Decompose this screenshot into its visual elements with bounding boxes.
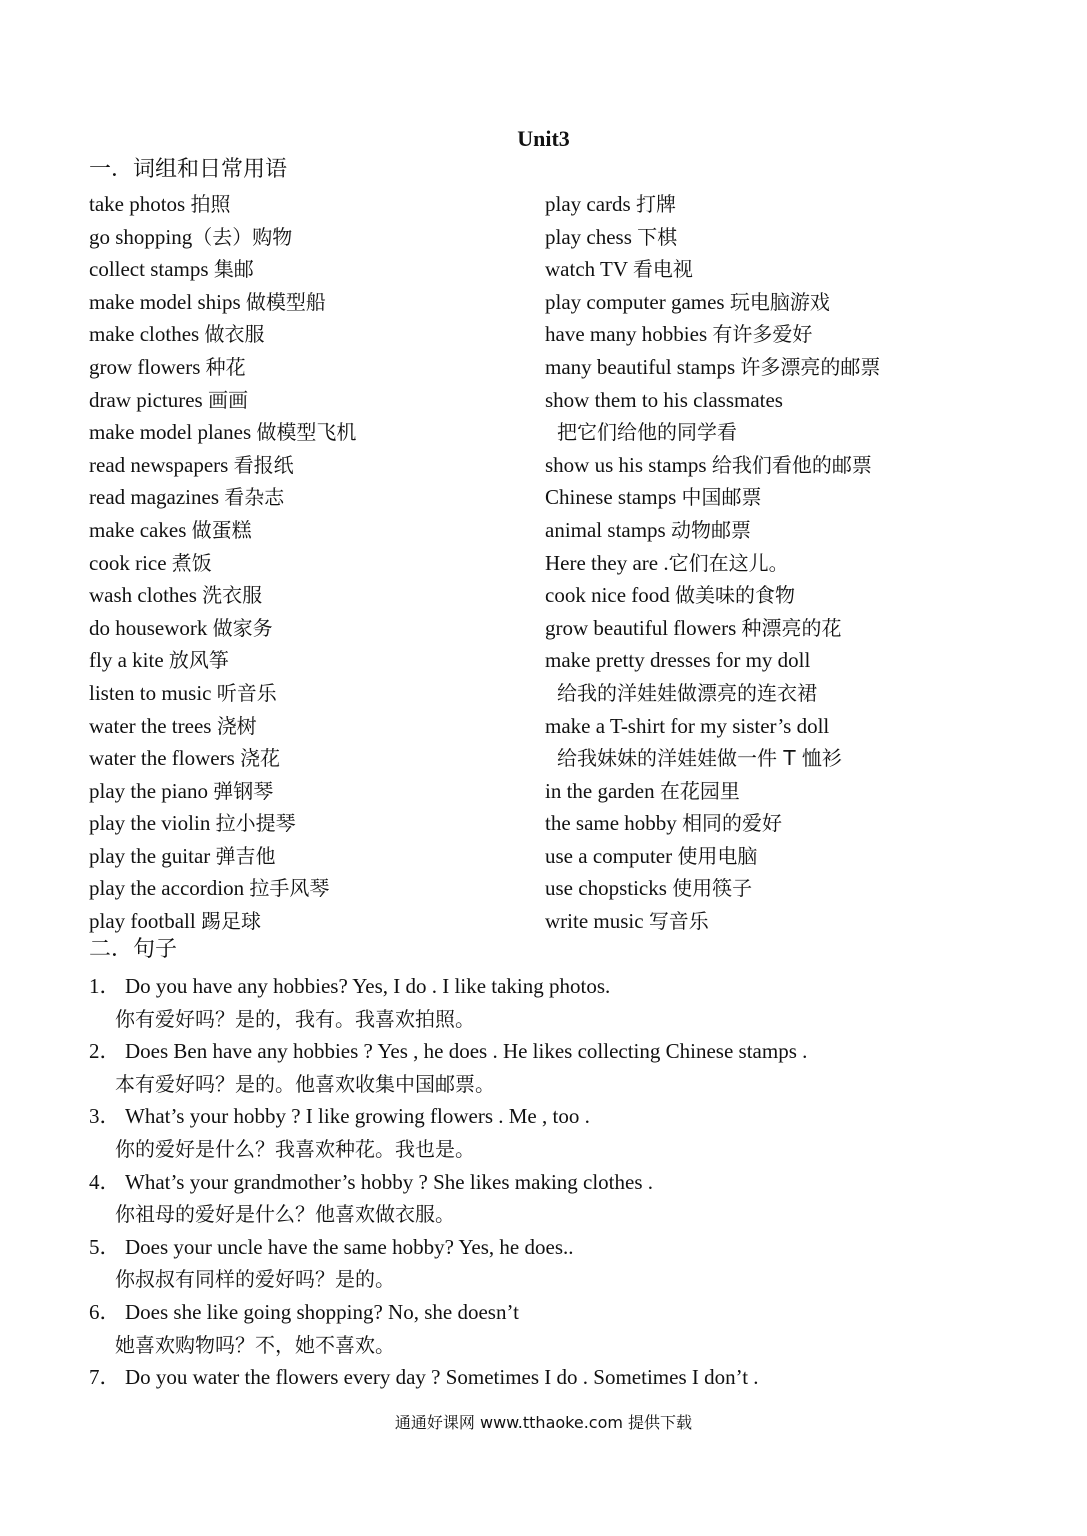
phrase-chinese: 放风筝 (168, 648, 229, 673)
phrase-row (89, 644, 529, 677)
phrase-chinese: （去）购物 (192, 224, 293, 249)
phrase-english: watch TV (545, 257, 633, 282)
sentence-english-line (89, 1361, 1049, 1394)
phrase-row (545, 644, 1065, 677)
sentence-english-line (89, 1035, 1049, 1068)
sentence-number: 5． (89, 1234, 121, 1259)
phrase-row (89, 612, 529, 645)
phrase-english: have many hobbies (545, 322, 713, 347)
phrase-chinese: 听音乐 (216, 680, 277, 705)
phrase-english: read newspapers (89, 452, 234, 477)
phrase-english: make clothes (89, 322, 205, 347)
phrase-row (89, 710, 529, 743)
sentence-english: Does she like going shopping? No, she doesn’t (125, 1299, 519, 1324)
phrase-english: read magazines (89, 485, 225, 510)
phrase-row (545, 677, 1065, 710)
phrase-english: water the trees (89, 713, 217, 738)
phrase-row (89, 188, 529, 221)
phrase-english: make pretty dresses for my doll (545, 648, 811, 673)
sentence-number: 4． (89, 1169, 121, 1194)
phrase-english: play cards (545, 192, 636, 216)
phrase-english: use chopsticks (545, 876, 673, 901)
phrase-row (89, 253, 529, 286)
phrase-row (89, 286, 529, 319)
sentence-english: Do you water the flowers every day ? Sometimes I do . Sometimes I don’t . (125, 1365, 759, 1390)
section2-heading: 二．句子 (89, 937, 178, 962)
phrase-chinese: 它们在这儿。 (668, 550, 789, 575)
sentence-number: 1． (89, 974, 121, 998)
phrase-row (545, 840, 1065, 873)
sentence-english-line (89, 1166, 1049, 1199)
phrase-row (89, 905, 529, 938)
phrase-chinese: 写音乐 (648, 909, 709, 934)
phrase-chinese: 洗衣服 (202, 583, 263, 608)
sentence-number: 2． (89, 1039, 121, 1064)
phrase-chinese: 拉小提琴 (215, 811, 296, 836)
phrase-row (89, 807, 529, 840)
phrase-row (545, 416, 1065, 449)
sentence-list (89, 970, 1049, 1394)
phrase-chinese: 动物邮票 (670, 517, 751, 542)
phrase-row (545, 449, 1065, 482)
phrase-chinese: 浇树 (216, 713, 257, 738)
sentence-chinese: 本有爱好吗？是的。他喜欢收集中国邮票。 (115, 1071, 495, 1096)
phrase-chinese: 看电视 (632, 257, 693, 282)
phrase-english: Here they are . (545, 550, 669, 575)
phrase-chinese: 给我妹妹的洋娃娃做一件 T 恤衫 (557, 746, 842, 771)
phrase-chinese: 集邮 (213, 257, 254, 282)
phrase-english: many beautiful stamps (545, 354, 741, 379)
phrase-english: play football (89, 909, 201, 934)
sentence-english: Does your uncle have the same hobby? Yes, he does.. (125, 1234, 574, 1259)
sentence-english: What’s your hobby ? I like growing flowers . Me , too . (125, 1104, 590, 1129)
phrase-row (545, 547, 1065, 580)
phrase-english: fly a kite (89, 648, 169, 673)
phrase-chinese: 做衣服 (204, 322, 265, 347)
phrase-english: make model planes (89, 420, 257, 445)
phrase-chinese: 种漂亮的花 (741, 615, 842, 640)
phrase-column-right (545, 188, 1065, 938)
phrase-english: water the flowers (89, 746, 241, 771)
phrase-english: grow flowers (89, 354, 206, 379)
sentence-item (89, 1231, 1049, 1296)
phrase-english: play the guitar (89, 843, 216, 868)
phrase-row (89, 384, 529, 417)
sentence-number: 7． (89, 1365, 121, 1390)
phrase-chinese: 做家务 (212, 615, 273, 640)
phrase-english: play computer games (545, 289, 730, 314)
phrase-row (545, 872, 1065, 905)
phrase-row (545, 742, 1065, 775)
phrase-chinese: 踢足球 (200, 909, 261, 934)
sentence-chinese: 你祖母的爱好是什么？他喜欢做衣服。 (115, 1202, 455, 1227)
phrase-row (89, 481, 529, 514)
section1-heading: 一．词组和日常用语 (89, 157, 288, 182)
phrase-english: do housework (89, 615, 213, 640)
page-footer: 通通好课网 www.tthaoke.com 提供下载 (394, 1413, 693, 1432)
phrase-row (545, 351, 1065, 384)
sentence-chinese: 她喜欢购物吗？不，她不喜欢。 (115, 1332, 395, 1357)
phrase-chinese: 看杂志 (224, 485, 285, 510)
sentence-english-line (89, 970, 1049, 1003)
phrase-chinese: 给我们看他的邮票 (711, 452, 872, 477)
phrase-english: collect stamps (89, 257, 214, 282)
phrase-row (89, 742, 529, 775)
phrase-chinese: 做美味的食物 (675, 583, 796, 608)
phrase-row (545, 286, 1065, 319)
sentence-english-line (89, 1231, 1049, 1264)
phrase-row (89, 872, 529, 905)
sentence-chinese: 你有爱好吗？是的，我有。我喜欢拍照。 (115, 1006, 475, 1031)
phrase-chinese: 有许多爱好 (712, 322, 813, 347)
phrase-chinese: 画画 (207, 387, 248, 412)
phrase-chinese: 做模型船 (245, 289, 326, 314)
sentence-number: 3． (89, 1104, 121, 1129)
sentence-item (89, 1166, 1049, 1231)
phrase-english: use a computer (545, 843, 678, 868)
phrase-english: listen to music (89, 680, 217, 705)
sentence-english: Does Ben have any hobbies ? Yes , he does . He likes collecting Chinese stamps . (125, 1039, 808, 1064)
phrase-chinese: 看报纸 (233, 452, 294, 477)
phrase-english: play the piano (89, 778, 214, 803)
phrase-row (89, 547, 529, 580)
phrase-chinese: 相同的爱好 (682, 811, 783, 836)
phrase-row (89, 840, 529, 873)
phrase-english: go shopping (89, 224, 193, 249)
phrase-english: in the garden (545, 778, 660, 803)
phrase-row (545, 612, 1065, 645)
phrase-english: show them to his classmates (545, 387, 783, 412)
phrase-english: make model ships (89, 289, 246, 314)
phrase-row (545, 775, 1065, 808)
phrase-chinese: 煮饭 (171, 550, 212, 575)
sentence-chinese: 你的爱好是什么？我喜欢种花。我也是。 (115, 1136, 475, 1161)
phrase-chinese: 拉手风琴 (249, 876, 330, 901)
sentence-number: 6． (89, 1299, 121, 1324)
phrase-row (545, 807, 1065, 840)
page-title: Unit3 (517, 126, 570, 151)
phrase-chinese: 拍照 (190, 192, 231, 216)
phrase-chinese: 弹吉他 (215, 843, 276, 868)
phrase-row (89, 677, 529, 710)
phrase-chinese: 给我的洋娃娃做漂亮的连衣裙 (557, 680, 817, 705)
phrase-row (89, 579, 529, 612)
phrase-english: grow beautiful flowers (545, 615, 742, 640)
phrase-row (545, 384, 1065, 417)
phrase-english: cook nice food (545, 583, 676, 608)
phrase-english: Chinese stamps (545, 485, 682, 510)
sentence-item (89, 1035, 1049, 1100)
phrase-chinese: 做蛋糕 (191, 517, 252, 542)
phrase-english: wash clothes (89, 583, 203, 608)
phrase-row (89, 416, 529, 449)
phrase-english: cook rice (89, 550, 172, 575)
phrase-chinese: 浇花 (240, 746, 281, 771)
phrase-english: animal stamps (545, 517, 671, 542)
sentence-item (89, 1296, 1049, 1361)
phrase-chinese: 玩电脑游戏 (729, 289, 830, 314)
sentence-item (89, 1100, 1049, 1165)
phrase-chinese: 弹钢琴 (213, 778, 274, 803)
sentence-english-line (89, 1100, 1049, 1133)
phrase-row (545, 514, 1065, 547)
sentence-item (89, 970, 1049, 1035)
phrase-row (545, 318, 1065, 351)
phrase-row (89, 351, 529, 384)
phrase-row (89, 221, 529, 254)
phrase-chinese: 使用筷子 (672, 876, 753, 901)
phrase-row (545, 253, 1065, 286)
sentence-chinese: 你叔叔有同样的爱好吗？是的。 (115, 1267, 395, 1292)
phrase-english: play the violin (89, 811, 216, 836)
sentence-english: Do you have any hobbies? Yes, I do . I like taking photos. (125, 974, 611, 998)
phrase-row (545, 905, 1065, 938)
phrase-chinese: 在花园里 (659, 778, 740, 803)
phrase-chinese: 把它们给他的同学看 (557, 420, 737, 445)
phrase-english: play the accordion (89, 876, 250, 901)
phrase-english: play chess (545, 224, 638, 249)
phrase-english: write music (545, 909, 649, 934)
phrase-english: show us his stamps (545, 452, 712, 477)
phrase-chinese: 打牌 (635, 192, 676, 216)
phrase-row (89, 318, 529, 351)
sentence-item (89, 1361, 1049, 1394)
phrase-row (545, 579, 1065, 612)
phrase-chinese: 中国邮票 (681, 485, 762, 510)
phrase-english: take photos (89, 192, 191, 216)
phrase-chinese: 做模型飞机 (256, 420, 357, 445)
phrase-column-left (89, 188, 529, 938)
phrase-row (89, 514, 529, 547)
phrase-chinese: 许多漂亮的邮票 (740, 354, 881, 379)
phrase-english: the same hobby (545, 811, 683, 836)
phrase-english: make cakes (89, 517, 192, 542)
phrase-row (545, 481, 1065, 514)
phrase-english: make a T-shirt for my sister’s doll (545, 713, 830, 738)
phrase-chinese: 种花 (205, 354, 246, 379)
phrase-row (89, 449, 529, 482)
phrase-row (89, 775, 529, 808)
sentence-english: What’s your grandmother’s hobby ? She likes making clothes . (125, 1169, 654, 1194)
phrase-chinese: 使用电脑 (677, 843, 758, 868)
phrase-row (545, 188, 1065, 221)
phrase-english: draw pictures (89, 387, 208, 412)
sentence-english-line (89, 1296, 1049, 1329)
phrase-row (545, 221, 1065, 254)
phrase-row (545, 710, 1065, 743)
phrase-chinese: 下棋 (637, 224, 678, 249)
